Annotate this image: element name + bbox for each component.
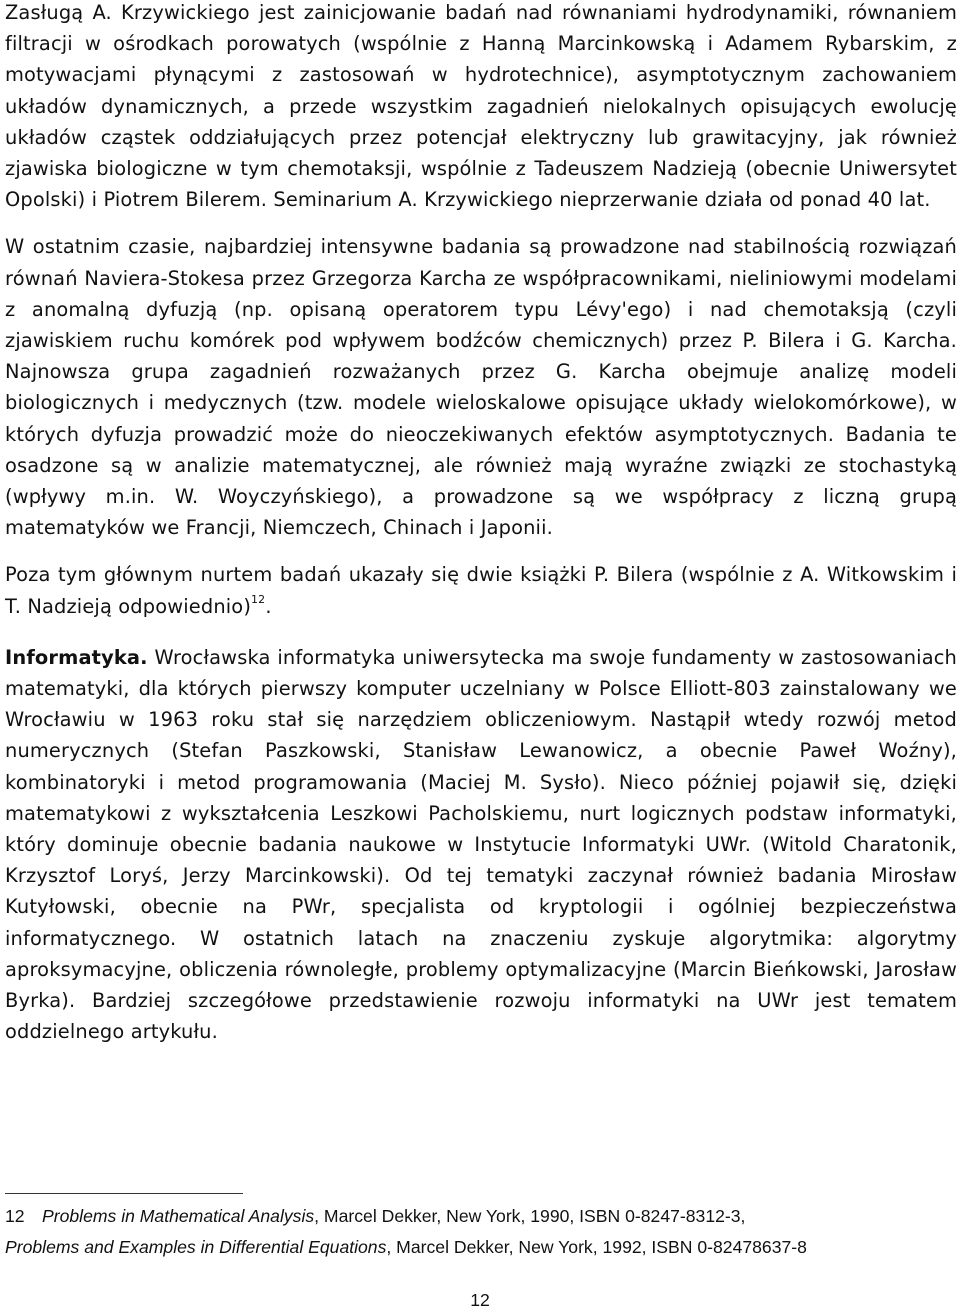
- paragraph-informatyka: [5, 642, 957, 1048]
- footnote-details-2: , Marcel Dekker, New York, 1992, ISBN 0-82478637-8: [386, 1237, 807, 1257]
- paragraph-recent-research: W ostatnim czasie, najbardziej intensywne badania są prowadzone nad stabilnością rozwiązań równań Naviera-Stokesa przez Grzegorza Karcha ze współpracownikami, nieliniowymi modelami z anomalną dyfuzją (np. opisaną operatorem typu Lévy'ego) i nad chemotaksją (czyli zjawiskiem ruchu komórek pod wpływem bodźców chemicznych) przez P. Bilera i G. Karcha. Najnowsza grupa zagadnień rozważanych przez G. Karcha obejmuje analizę modeli biologicznych i medycznych (tzw. modele wieloskalowe opisujące układy wielokomórkowe), w których dyfuzja prowadzić może do nieoczekiwanych efektów asymptotycznych. Badania te osadzone są w analizie matematycznej, ale również mają wyraźne związki ze stochastyką (wpływy m.in. W. Woyczyńskiego), a prowadzone są we współpracy z liczną grupą matematyków we Francji, Niemczech, Chinach i Japonii.: [5, 235, 957, 540]
- footnote-line-1: [5, 1201, 957, 1232]
- document-body: [5, 0, 957, 1048]
- paragraph-informatyka-text: Wrocławska informatyka uniwersytecka ma swoje fundamenty w zastosowaniach matematyki, dla których pierwszy komputer uczelniany w Polsce Elliott-803 zainstalowany we Wrocławiu w 1963 roku stał się narzędziem obliczeniowym. Nastąpił wtedy rozwój metod numerycznych (Stefan Paszkowski, Stanisław Lewanowicz, a obecnie Paweł Woźny), kombinatoryki i metod programowania (Maciej M. Sysło). Nieco później pojawił się, dzięki matematykowi z wykształcenia Leszkowi Pacholskiemu, nurt logicznych podstaw informatyki, który dominuje obecnie badania naukowe w Instytucie Informatyki UWr. (Witold Charatonik, Krzysztof Loryś, Jerzy Marcinkowski). Od tej tematyki zaczynał również badania Mirosław Kutyłowski, obecnie na PWr, specjalista od kryptologii i ogólniej bezpieczeństwa informatycznego. W ostatnich latach na znaczeniu zyskuje algorytmika: algorytmy aproksymacyjne, obliczenia równoległe, problemy optymalizacyjne (Marcin Bieńkowski, Jarosław Byrka). Bardziej szczegółowe przedstawienie rozwoju informatyki na UWr jest tematem oddzielnego artykułu.: [5, 645, 957, 1044]
- footnote-reference: 12: [251, 593, 266, 607]
- footnote-line-2: [5, 1232, 957, 1263]
- paragraph-krzywicki: Zasługą A. Krzywickiego jest zainicjowanie badań nad równaniami hydrodynamiki, równaniem filtracji w ośrodkach porowatych (wspólnie z Hanną Marcinkowską i Adamem Rybarskim, z motywacjami płynącymi z zastosowań w hydrotechnice), asymptotycznym zachowaniem układów dynamicznych, a przede wszystkim zagadnień nielokalnych opisujących ewolucję układów cząstek oddziałujących przez potencjał elektryczny lub grawitacyjny, jak również zjawiska biologiczne w tym chemotaksji, wspólnie z Tadeuszem Nadzieją (obecnie Uniwersytet Opolski) i Piotrem Bilerem. Seminarium A. Krzywickiego nieprzerwanie działa od ponad 40 lat.: [5, 1, 957, 212]
- paragraph-books-end: .: [265, 594, 272, 618]
- paragraph-books: [5, 559, 957, 621]
- page-number: 12: [470, 1290, 490, 1310]
- section-heading-informatyka: Informatyka.: [5, 645, 148, 669]
- footnote-separator: [5, 1193, 243, 1194]
- paragraph-books-text: Poza tym głównym nurtem badań ukazały się dwie książki P. Bilera (wspólnie z A. Witkowskim i T. Nadzieją odpowiednio): [5, 563, 957, 618]
- footnote-number: 12: [5, 1206, 25, 1226]
- footnote-title-2: Problems and Examples in Differential Equations: [5, 1237, 387, 1257]
- footnote-title-1: Problems in Mathematical Analysis: [42, 1206, 315, 1226]
- footnote-details-1: , Marcel Dekker, New York, 1990, ISBN 0-8247-8312-3,: [314, 1206, 746, 1226]
